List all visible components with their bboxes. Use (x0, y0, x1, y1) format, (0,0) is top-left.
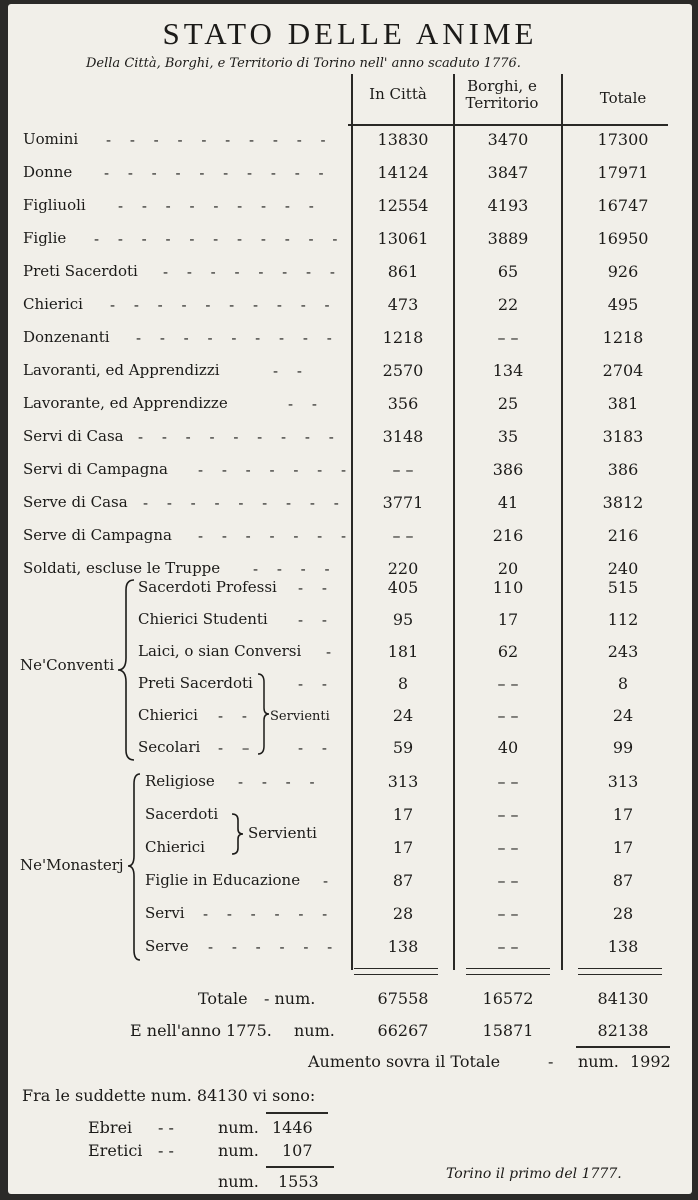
table-row (8, 324, 692, 356)
table-row (8, 768, 692, 800)
cell-total: 16950 (597, 229, 649, 248)
cell-total: 99 (612, 738, 634, 757)
row-label: Figlie in Educazione (145, 871, 301, 889)
cell-total: 240 (607, 559, 639, 578)
row-label: Servi di Casa (23, 427, 124, 445)
cell-total: 313 (607, 772, 639, 791)
totale-city: 67558 (377, 989, 429, 1008)
cell-borghi: 35 (497, 427, 519, 446)
cell-city: 861 (387, 262, 419, 281)
row-label: Sacerdoti Professi (138, 578, 277, 596)
row-label: Chierici (145, 838, 205, 856)
cell-borghi: – – (497, 805, 519, 824)
cell-borghi: 386 (492, 460, 524, 479)
cell-borghi: 134 (492, 361, 524, 380)
row-label: Lavorante, ed Apprendizze (23, 394, 228, 412)
leader-dashes: - - - - (253, 560, 337, 578)
cell-city: 138 (387, 937, 419, 956)
cell-city: 24 (392, 706, 414, 725)
num-abbrev: num. (578, 1052, 619, 1071)
cell-borghi: 62 (497, 642, 519, 661)
cell-total: 112 (607, 610, 639, 629)
underline-rule (576, 1046, 670, 1048)
cell-city: 17 (392, 838, 414, 857)
cell-total: 17 (612, 805, 634, 824)
cell-borghi: 3847 (487, 163, 529, 182)
cell-borghi: 17 (497, 610, 519, 629)
leader-dashes: - - (298, 579, 334, 597)
table-row (8, 423, 692, 455)
cell-total: 515 (607, 578, 639, 597)
table-row (8, 489, 692, 521)
cell-city: 28 (392, 904, 414, 923)
row-label: Serve (145, 937, 189, 955)
sum-value: 1553 (278, 1172, 319, 1191)
cell-total: 216 (607, 526, 639, 545)
cell-borghi: 41 (497, 493, 519, 512)
cell-city: 13061 (377, 229, 429, 248)
sum-rule (266, 1166, 334, 1168)
column-header-city: In Città (369, 85, 427, 103)
signature: Torino il primo del 1777. (446, 1166, 622, 1182)
row-label: Preti Sacerdoti (23, 262, 138, 280)
double-rule (466, 968, 550, 975)
cell-city: 87 (392, 871, 414, 890)
monasterj-servienti-label: Servienti (248, 824, 317, 842)
conventi-group-label: Ne'Conventi (20, 656, 115, 674)
page-title: STATO DELLE ANIME (162, 16, 538, 51)
leader-dashes: - - (298, 675, 334, 693)
cell-city: 3148 (382, 427, 424, 446)
table-row (8, 801, 692, 833)
table-row (8, 390, 692, 422)
table-row (8, 734, 692, 766)
row-label: Chierici Studenti (138, 610, 268, 628)
monasterj-servienti-brace (230, 812, 244, 856)
dash: - (548, 1052, 554, 1071)
cell-borghi: 3470 (487, 130, 529, 149)
eretici-value: 107 (282, 1141, 313, 1160)
leader-dashes: - (323, 872, 336, 890)
cell-borghi: – – (497, 937, 519, 956)
row-label: Secolari (138, 738, 201, 756)
cell-total: 17971 (597, 163, 649, 182)
cell-borghi: 3889 (487, 229, 529, 248)
table-row (8, 702, 692, 734)
cell-total: 243 (607, 642, 639, 661)
row-label: Donne (23, 163, 73, 181)
cell-city: – – (392, 460, 414, 479)
page-subtitle: Della Città, Borghi, e Territorio di Torino nell' anno scaduto 1776. (86, 56, 521, 71)
num-abbrev: num. (274, 989, 316, 1008)
cell-borghi: – – (497, 904, 519, 923)
table-row (8, 606, 692, 638)
cell-borghi: 216 (492, 526, 524, 545)
leader-dashes: - - (273, 362, 309, 380)
table-row (8, 670, 692, 702)
cell-total: 138 (607, 937, 639, 956)
table-row (8, 291, 692, 323)
leader-dashes: - - (298, 611, 334, 629)
row-label: Servi (145, 904, 185, 922)
totale-label: Totale (198, 989, 248, 1008)
row-label: Chierici (138, 706, 198, 724)
table-row (8, 258, 692, 290)
cell-total: 24 (612, 706, 634, 725)
cell-total: 381 (607, 394, 639, 413)
cell-city: 313 (387, 772, 419, 791)
cell-city: 473 (387, 295, 419, 314)
leader-dashes: - - (218, 707, 254, 725)
table-row (8, 933, 692, 965)
table-row (8, 638, 692, 670)
cell-borghi: 65 (497, 262, 519, 281)
leader-dashes: - - (288, 395, 324, 413)
leader-dashes: - - - - - - - (198, 461, 354, 479)
leader-dashes: - - - - - - (203, 905, 335, 923)
cell-total: 28 (612, 904, 634, 923)
dash: - (264, 989, 275, 1008)
document-page (8, 4, 692, 1194)
cell-city: – – (392, 526, 414, 545)
conventi-servienti-label: Servienti (270, 709, 330, 724)
leader-dashes: - - (298, 739, 334, 757)
cell-total: 2704 (602, 361, 644, 380)
table-row (8, 126, 692, 158)
cell-total: 16747 (597, 196, 649, 215)
row-label: Laici, o sian Conversi (138, 642, 302, 660)
row-label: Chierici (23, 295, 83, 313)
footer-intro: Fra le suddette num. 84130 vi sono: (22, 1086, 316, 1105)
cell-borghi: 4193 (487, 196, 529, 215)
leader-dashes: - - - - - - - - - (138, 428, 341, 446)
cell-total: 87 (612, 871, 634, 890)
row-label: Sacerdoti (145, 805, 219, 823)
eretici-label: Eretici (88, 1141, 143, 1160)
totale-total: 84130 (597, 989, 649, 1008)
cell-borghi: 22 (497, 295, 519, 314)
cell-total: 3812 (602, 493, 644, 512)
cell-borghi: – – (497, 772, 519, 791)
cell-city: 181 (387, 642, 419, 661)
leader-dashes: - (326, 643, 339, 661)
row-label: Donzenanti (23, 328, 110, 346)
leader-dashes: - - - - - - - - - - (106, 131, 333, 149)
row-label: Preti Sacerdoti (138, 674, 253, 692)
leader-dashes: - - - - - - - - - - - (94, 230, 345, 248)
row-label: Figliuoli (23, 196, 86, 214)
prev-borghi: 15871 (482, 1021, 534, 1040)
table-row (8, 834, 692, 866)
leader-dashes: - - - - - - - (198, 527, 354, 545)
cell-borghi: 25 (497, 394, 519, 413)
column-header-borghi: Borghi, e Territorio (465, 77, 539, 112)
cell-city: 405 (387, 578, 419, 597)
prev-city: 66267 (377, 1021, 429, 1040)
leader-dashes: - - - - (238, 773, 322, 791)
row-label: Soldati, escluse le Truppe (23, 559, 221, 577)
cell-city: 356 (387, 394, 419, 413)
ebrei-label: Ebrei (88, 1118, 133, 1137)
num-abbrev: num. (218, 1172, 259, 1191)
row-label: Religiose (145, 772, 215, 790)
row-label: Serve di Campagna (23, 526, 173, 544)
leader-dashes: - - - - - - - - (163, 263, 342, 281)
leader-dashes: - - - - - - - - - - (110, 296, 337, 314)
num-label (264, 989, 315, 1008)
leader-dashes: - - - - - - - - - (143, 494, 346, 512)
table-row (8, 867, 692, 899)
leader-dashes: - - - - - - (208, 938, 340, 956)
totale-borghi: 16572 (482, 989, 534, 1008)
cell-borghi: – – (497, 328, 519, 347)
cell-total: 17 (612, 838, 634, 857)
cell-total: 17300 (597, 130, 649, 149)
cell-total: 3183 (602, 427, 644, 446)
cell-city: 220 (387, 559, 419, 578)
row-label: Lavoranti, ed Apprendizzi (23, 361, 220, 379)
cell-city: 14124 (377, 163, 429, 182)
cell-borghi: – – (497, 838, 519, 857)
row-label: Serve di Casa (23, 493, 128, 511)
aumento-label: Aumento sovra il Totale (308, 1052, 501, 1071)
table-row (8, 225, 692, 257)
conventi-servienti-brace (256, 672, 270, 756)
cell-city: 12554 (377, 196, 429, 215)
table-row (8, 900, 692, 932)
cell-borghi: – – (497, 871, 519, 890)
cell-city: 13830 (377, 130, 429, 149)
table-row (8, 456, 692, 488)
monasterj-group-label: Ne'Monasterj (20, 856, 124, 874)
cell-city: 3771 (382, 493, 424, 512)
leader-dashes: - - - - - - - - - (118, 197, 321, 215)
table-row (8, 357, 692, 389)
cell-total: 495 (607, 295, 639, 314)
row-label: Servi di Campagna (23, 460, 168, 478)
ebrei-value: 1446 (272, 1118, 313, 1137)
prev-year-label: E nell'anno 1775. (130, 1021, 272, 1040)
column-header-total: Totale (599, 89, 647, 107)
cell-total: 1218 (602, 328, 644, 347)
cell-city: 95 (392, 610, 414, 629)
row-label: Figlie (23, 229, 67, 247)
cell-city: 59 (392, 738, 414, 757)
dash: - - (158, 1141, 174, 1160)
prev-total: 82138 (597, 1021, 649, 1040)
overline-rule (266, 1112, 328, 1114)
leader-dashes: - - - - - - - - - (136, 329, 339, 347)
cell-total: 386 (607, 460, 639, 479)
cell-borghi: 20 (497, 559, 519, 578)
cell-city: 2570 (382, 361, 424, 380)
cell-borghi: 40 (497, 738, 519, 757)
cell-city: 17 (392, 805, 414, 824)
table-row (8, 522, 692, 554)
num-abbrev: num. (218, 1141, 259, 1160)
row-label: Uomini (23, 130, 79, 148)
num-abbrev: num. (294, 1021, 335, 1040)
table-row (8, 574, 692, 606)
cell-city: 1218 (382, 328, 424, 347)
num-abbrev: num. (218, 1118, 259, 1137)
double-rule (578, 968, 662, 975)
cell-total: 8 (617, 674, 629, 693)
cell-total: 926 (607, 262, 639, 281)
dash: - - (158, 1118, 174, 1137)
cell-borghi: – – (497, 706, 519, 725)
leader-dashes: - – (218, 739, 257, 757)
table-row (8, 192, 692, 224)
leader-dashes: - - - - - - - - - - (104, 164, 331, 182)
table-row (8, 159, 692, 191)
double-rule (354, 968, 438, 975)
cell-borghi: – – (497, 674, 519, 693)
aumento-value: 1992 (630, 1052, 671, 1071)
cell-city: 8 (397, 674, 409, 693)
cell-borghi: 110 (492, 578, 524, 597)
